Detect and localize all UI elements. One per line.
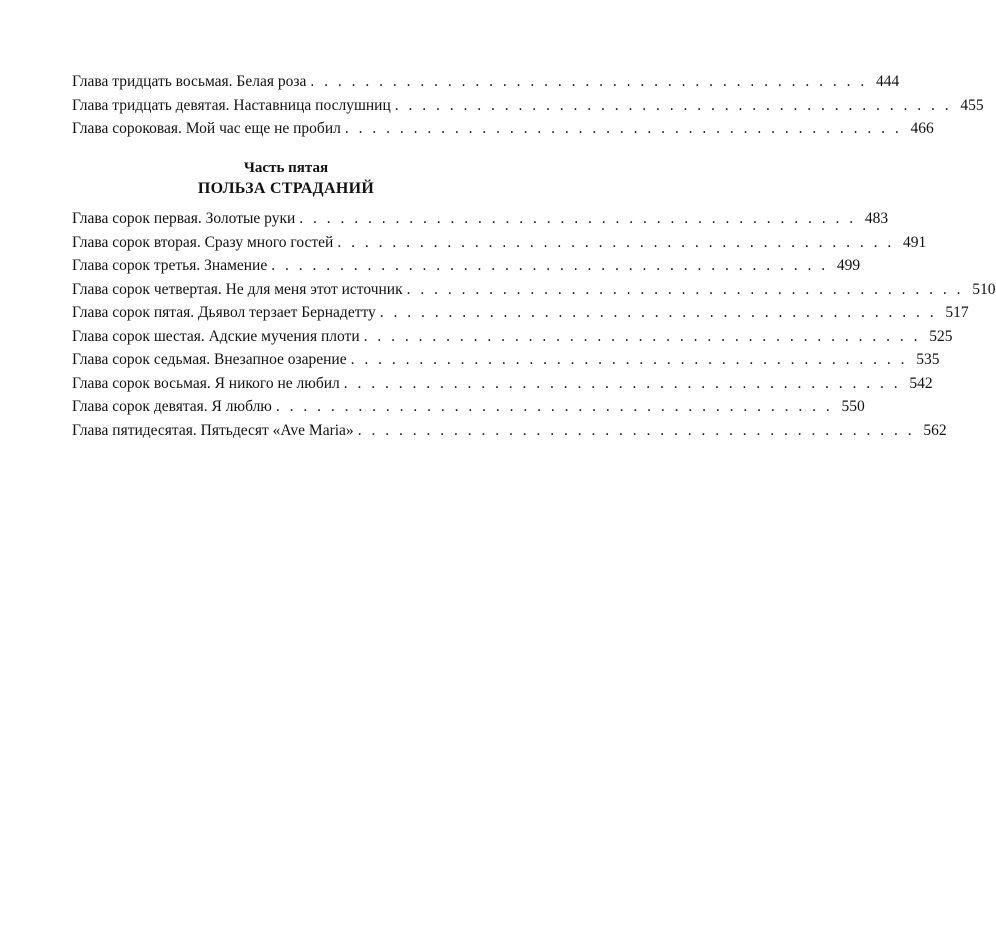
toc-entry[interactable] — [72, 70, 900, 94]
dot-leader: . . . . . . . . . . . . . . . . . . . . . . . . . . . . . . . . . . . . . . . . . — [310, 73, 868, 90]
toc-entry-page: 483 — [864, 210, 889, 227]
dot-leader: . . . . . . . . . . . . . . . . . . . . . . . . . . . . . . . . . . . . . . . . . — [271, 257, 829, 274]
toc-entry-title: Глава пятидесятая. Пятьдесят «Ave Maria» — [72, 421, 354, 439]
toc-entry-title: Глава сороковая. Мой час еще не пробил — [72, 120, 341, 137]
toc-entry-title: Глава сорок седьмая. Внезапное озарение — [72, 351, 347, 368]
dot-leader: . . . . . . . . . . . . . . . . . . . . . . . . . . . . . . . . . . . . . . . . . — [379, 304, 937, 321]
toc-entry[interactable] — [72, 231, 927, 255]
toc-entry-page: 550 — [841, 398, 865, 415]
part-heading — [72, 158, 500, 200]
toc-entry[interactable] — [72, 207, 889, 231]
dot-leader: . . . . . . . . . . . . . . . . . . . . . . . . . . . . . . . . . . . . . . . . . — [357, 421, 915, 439]
toc-list-part-four-end — [72, 70, 984, 141]
toc-entry-title: Глава сорок пятая. Дьявол терзает Бернадетту — [72, 304, 376, 321]
toc-entry-page: 466 — [910, 120, 934, 137]
dot-leader: . . . . . . . . . . . . . . . . . . . . . . . . . . . . . . . . . . . . . . . . . — [406, 280, 964, 298]
toc-entry[interactable] — [72, 372, 933, 396]
toc-entry[interactable] — [72, 419, 947, 443]
part-label: Часть пятая — [243, 160, 329, 176]
dot-leader: . . . . . . . . . . . . . . . . . . . . . . . . . . . . . . . . . . . . . . . . . — [394, 96, 952, 114]
toc-entry[interactable] — [72, 254, 861, 278]
toc-entry[interactable] — [72, 278, 996, 302]
dot-leader: . . . . . . . . . . . . . . . . . . . . . . . . . . . . . . . . . . . . . . . . . — [344, 120, 902, 137]
dot-leader: . . . . . . . . . . . . . . . . . . . . . . . . . . . . . . . . . . . . . . . . . — [275, 398, 833, 415]
dot-leader: . . . . . . . . . . . . . . . . . . . . . . . . . . . . . . . . . . . . . . . . . — [337, 233, 895, 251]
toc-entry-page: 562 — [923, 421, 947, 439]
toc-entry-page: 491 — [902, 233, 927, 251]
part-title: ПОЛЬЗА СТРАДАНИЙ — [197, 180, 375, 197]
toc-entry-page: 444 — [875, 73, 900, 90]
toc-entry[interactable] — [72, 325, 953, 349]
toc-entry-title: Глава тридцать девятая. Наставница послушниц — [72, 96, 391, 114]
toc-entry-page: 499 — [836, 257, 861, 274]
toc-entry-title: Глава тридцать восьмая. Белая роза — [72, 73, 307, 90]
toc-entry[interactable] — [72, 395, 865, 419]
toc-entry-title: Глава сорок девятая. Я люблю — [72, 398, 272, 415]
toc-entry-title: Глава сорок шестая. Адские мучения плоти — [72, 327, 360, 345]
toc-entry-page: 455 — [960, 96, 984, 114]
toc-entry-page: 510 — [972, 280, 996, 298]
toc-entry[interactable] — [72, 348, 940, 372]
toc-entry-title: Глава сорок вторая. Сразу много гостей — [72, 233, 334, 251]
toc-entry[interactable] — [72, 94, 984, 118]
toc-entry-title: Глава сорок первая. Золотые руки — [72, 210, 296, 227]
dot-leader: . . . . . . . . . . . . . . . . . . . . . . . . . . . . . . . . . . . . . . . . . — [343, 374, 901, 392]
toc-entry-page: 525 — [929, 327, 953, 345]
dot-leader: . . . . . . . . . . . . . . . . . . . . . . . . . . . . . . . . . . . . . . . . . — [350, 351, 908, 368]
toc-entry[interactable] — [72, 117, 934, 141]
toc-list-part-five — [72, 207, 996, 442]
toc-entry-title: Глава сорок восьмая. Я никого не любил — [72, 374, 340, 392]
toc-entry-page: 535 — [916, 351, 940, 368]
toc-entry-title: Глава сорок четвертая. Не для меня этот источник — [72, 280, 403, 298]
toc-entry-title: Глава сорок третья. Знамение — [72, 257, 268, 274]
toc-entry-page: 517 — [945, 304, 969, 321]
toc-entry[interactable] — [72, 301, 969, 325]
toc-entry-page: 542 — [909, 374, 933, 392]
dot-leader: . . . . . . . . . . . . . . . . . . . . . . . . . . . . . . . . . . . . . . . . . — [363, 327, 921, 345]
dot-leader: . . . . . . . . . . . . . . . . . . . . . . . . . . . . . . . . . . . . . . . . . — [299, 210, 857, 227]
